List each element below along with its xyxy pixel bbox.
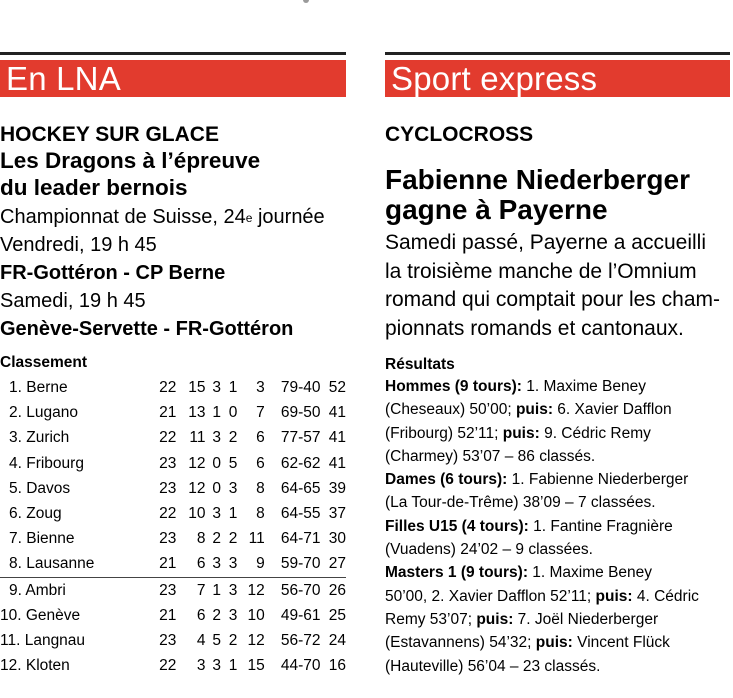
standings-row xyxy=(0,451,346,476)
results-list xyxy=(385,375,730,678)
standings-cell-otl: 7 xyxy=(256,404,265,422)
result-text: 1. Maxime Beney xyxy=(527,564,653,582)
standings-cell-pts: 37 xyxy=(328,505,346,523)
result-text: (Charmey) 53’07 – 86 classés. xyxy=(385,447,596,465)
standings-cell-gp: 22 xyxy=(159,429,177,447)
standings-cell-w: 12 xyxy=(188,454,206,472)
standings-cell-otl: 12 xyxy=(247,631,265,649)
result-label: Hommes (9 tours): xyxy=(385,378,522,395)
result-line xyxy=(385,561,730,584)
result-label: Masters 1 (9 tours): xyxy=(385,564,528,582)
standings-row xyxy=(0,526,346,551)
standings-row xyxy=(0,577,346,603)
standings-row xyxy=(0,551,346,577)
standings-cell-gd: 62-62 xyxy=(280,454,321,472)
standings-table xyxy=(0,375,346,678)
standings-cell-t: 3 xyxy=(205,551,221,577)
left-top-rule xyxy=(0,52,346,55)
standings-cell-team: 4. Fribourg xyxy=(9,454,84,472)
standings-cell-otl: 12 xyxy=(247,581,265,599)
results-title: Résultats xyxy=(385,356,455,373)
standings-cell-gd: 44-70 xyxy=(280,657,321,675)
standings-cell-pts: 41 xyxy=(328,404,346,422)
left-section-banner: En LNA xyxy=(0,60,346,97)
result-line xyxy=(385,422,730,445)
result-label: puis: xyxy=(476,610,514,628)
result-label: puis: xyxy=(595,587,633,605)
result-line xyxy=(385,631,730,654)
standings-cell-gp: 22 xyxy=(159,379,177,397)
top-dot-mark xyxy=(303,0,309,3)
standings-cell-otl: 11 xyxy=(248,530,265,548)
standings-cell-w: 4 xyxy=(196,631,206,649)
standings-cell-t: 3 xyxy=(212,657,221,675)
result-text: (Vuadens) 24’02 – 9 classées. xyxy=(385,541,593,559)
standings-row xyxy=(0,375,346,400)
standings-cell-w: 10 xyxy=(188,505,206,523)
standings-cell-team: 2. Lugano xyxy=(9,404,78,422)
standings-cell-w: 3 xyxy=(196,657,206,675)
standings-cell-pts: 39 xyxy=(328,479,346,497)
result-label: puis: xyxy=(515,401,553,419)
standings-cell-gp: 22 xyxy=(159,505,177,523)
lead-line: Samedi passé, Payerne a accueilli xyxy=(385,231,707,254)
standings-cell-gd: 56-70 xyxy=(280,581,321,599)
standings-cell-team: 9. Ambri xyxy=(9,581,66,599)
standings-cell-otl: 6 xyxy=(256,454,265,472)
game-2-day: Samedi, 19 h 45 xyxy=(0,290,146,312)
standings-cell-t: 1 xyxy=(212,404,221,422)
right-section-banner: Sport express xyxy=(385,60,730,97)
standings-cell-gp: 23 xyxy=(159,530,177,548)
game-2-match: Genève-Servette - FR-Gottéron xyxy=(0,318,294,340)
standings-cell-w: 6 xyxy=(196,606,206,624)
standings-cell-t: 1 xyxy=(212,581,221,599)
result-text: 50’00, 2. Xavier Dafflon 52’11; xyxy=(385,587,596,605)
standings-cell-gd: 59-70 xyxy=(265,551,321,577)
standings-cell-pts: 52 xyxy=(328,379,346,397)
standings-cell-l: 3 xyxy=(221,551,237,577)
result-label: Filles U15 (4 tours): xyxy=(385,517,529,535)
standings-cell-gd: 69-50 xyxy=(280,404,321,422)
standings-cell-otl: 6 xyxy=(256,429,265,447)
standings-cell-pts: 41 xyxy=(328,429,346,447)
standings-cell-l: 2 xyxy=(228,631,238,649)
championship-sup: e xyxy=(245,211,253,225)
standings-cell-gp: 23 xyxy=(159,581,177,599)
standings-cell-pts: 30 xyxy=(328,530,346,548)
right-column xyxy=(385,52,730,678)
standings-cell-gd: 49-61 xyxy=(280,606,321,624)
championship-rest: journée xyxy=(252,206,325,228)
standings-cell-gp: 23 xyxy=(159,454,177,472)
championship-text: Championnat de Suisse, 24 xyxy=(0,206,246,228)
game-1-match: FR-Gottéron - CP Berne xyxy=(0,262,226,284)
standings-cell-pts: 26 xyxy=(328,581,346,599)
result-text: Vincent Flück xyxy=(572,634,670,652)
standings-cell-t: 3 xyxy=(212,429,221,447)
right-headline-line-2: gagne à Payerne xyxy=(385,194,608,225)
standings-cell-otl: 9 xyxy=(237,551,264,577)
standings-cell-pts: 24 xyxy=(328,631,346,649)
standings-cell-t: 3 xyxy=(212,379,221,397)
result-line xyxy=(385,398,730,421)
standings-cell-team: 11. Langnau xyxy=(0,631,86,649)
result-line xyxy=(385,538,730,561)
standings-cell-otl: 10 xyxy=(247,606,265,624)
result-text: (La Tour-de-Trême) 38’09 – 7 classées. xyxy=(385,494,656,512)
standings-cell-pts: 25 xyxy=(328,606,346,624)
standings-cell-t: 2 xyxy=(212,606,221,624)
result-line xyxy=(385,491,730,514)
result-text: (Cheseaux) 50’00; xyxy=(385,401,516,419)
standings-cell-w: 12 xyxy=(188,479,206,497)
standings-cell-t: 0 xyxy=(212,454,221,472)
result-label: puis: xyxy=(502,424,540,442)
standings-cell-w: 7 xyxy=(196,581,206,599)
left-column xyxy=(0,52,346,678)
standings-cell-l: 0 xyxy=(228,404,238,422)
standings-row xyxy=(0,628,346,653)
standings-cell-gd: 77-57 xyxy=(280,429,321,447)
result-line xyxy=(385,608,730,631)
standings-title: Classement xyxy=(0,354,88,371)
standings-cell-team: 10. Genève xyxy=(0,606,81,624)
standings-cell-gp: 22 xyxy=(159,657,177,675)
standings-cell-gp: 21 xyxy=(159,404,177,422)
standings-row xyxy=(0,400,346,425)
standings-cell-w: 15 xyxy=(188,379,206,397)
standings-row xyxy=(0,476,346,501)
standings-cell-gp: 21 xyxy=(159,606,177,624)
standings-cell-gp: 23 xyxy=(159,479,177,497)
result-line xyxy=(385,468,730,491)
standings-cell-t: 0 xyxy=(212,479,221,497)
result-line xyxy=(385,585,730,608)
standings-cell-team: 6. Zoug xyxy=(9,505,62,523)
standings-cell-l: 2 xyxy=(228,530,238,548)
standings-row xyxy=(0,425,346,450)
left-headline-line-1: Les Dragons à l’épreuve xyxy=(0,148,261,173)
result-text: (Hauteville) 56’04 – 23 classés. xyxy=(385,657,601,675)
standings-cell-l: 1 xyxy=(228,379,238,397)
standings-cell-l: 3 xyxy=(228,581,238,599)
result-line xyxy=(385,655,730,678)
lead-line: pionnats romands et cantonaux. xyxy=(385,316,684,340)
standings-cell-l: 2 xyxy=(228,429,238,447)
right-top-rule xyxy=(385,52,730,55)
standings-cell-otl: 8 xyxy=(256,505,265,523)
standings-cell-pts: 41 xyxy=(328,454,346,472)
result-line xyxy=(385,515,730,538)
championship-line xyxy=(0,203,346,231)
result-text: 9. Cédric Remy xyxy=(539,424,651,442)
standings-row xyxy=(0,501,346,526)
standings-cell-t: 5 xyxy=(212,631,221,649)
standings-cell-w: 11 xyxy=(189,429,206,447)
standings-cell-team: 8. Lausanne xyxy=(0,551,155,577)
standings-row xyxy=(0,603,346,628)
left-headline-line-2: du leader bernois xyxy=(0,175,188,200)
result-text: (Estavannens) 54’32; xyxy=(385,634,536,652)
standings-cell-w: 6 xyxy=(176,551,205,577)
result-label: puis: xyxy=(535,634,573,652)
lead-line: la troisième manche de l’Omnium xyxy=(385,259,697,283)
standings-cell-l: 1 xyxy=(228,657,238,675)
standings-cell-gd: 56-72 xyxy=(280,631,321,649)
result-label: Dames (6 tours): xyxy=(385,471,508,489)
result-text: 1. Fabienne Niederberger xyxy=(507,471,689,489)
result-text: 1. Maxime Beney xyxy=(521,378,646,395)
standings-cell-l: 3 xyxy=(228,479,238,497)
standings-cell-l: 1 xyxy=(228,505,238,523)
standings-cell-t: 2 xyxy=(212,530,221,548)
result-line xyxy=(385,445,730,468)
result-line xyxy=(385,375,730,398)
standings-cell-w: 8 xyxy=(196,530,206,548)
standings-cell-gd: 79-40 xyxy=(280,379,321,397)
standings-cell-gp: 21 xyxy=(155,551,177,577)
game-1-day: Vendredi, 19 h 45 xyxy=(0,234,157,256)
standings-cell-team: 3. Zurich xyxy=(9,429,70,447)
lead-line: romand qui comptait pour les cham- xyxy=(385,288,720,311)
left-kicker: HOCKEY SUR GLACE xyxy=(0,123,219,146)
standings-cell-pts: 16 xyxy=(328,657,346,675)
result-text: 4. Cédric xyxy=(632,587,699,605)
standings-cell-gp: 23 xyxy=(159,631,177,649)
standings-cell-pts: 27 xyxy=(321,551,346,577)
result-text: 7. Joël Niederberger xyxy=(513,610,659,628)
result-text: Remy 53’07; xyxy=(385,610,477,628)
standings-cell-otl: 8 xyxy=(256,479,265,497)
standings-cell-otl: 3 xyxy=(256,379,265,397)
result-text: (Fribourg) 52’11; xyxy=(385,424,503,442)
standings-cell-t: 3 xyxy=(212,505,221,523)
standings-cell-otl: 15 xyxy=(247,657,265,675)
standings-cell-team: 7. Bienne xyxy=(9,530,75,548)
standings-cell-gd: 64-71 xyxy=(280,530,321,548)
lead-paragraph xyxy=(385,229,730,343)
standings-cell-l: 3 xyxy=(228,606,238,624)
standings-cell-gd: 64-65 xyxy=(280,479,321,497)
result-text: 1. Fantine Fragnière xyxy=(528,517,673,535)
right-headline-line-1: Fabienne Niederberger xyxy=(385,164,690,195)
standings-cell-team: 1. Berne xyxy=(9,379,68,397)
standings-row xyxy=(0,653,346,678)
standings-cell-team: 12. Kloten xyxy=(0,657,70,675)
standings-cell-gd: 64-55 xyxy=(280,505,321,523)
standings-cell-team: 5. Davos xyxy=(9,479,71,497)
standings-cell-w: 13 xyxy=(188,404,206,422)
result-text: 6. Xavier Dafflon xyxy=(553,401,672,419)
right-kicker: CYCLOCROSS xyxy=(385,123,534,146)
standings-cell-l: 5 xyxy=(228,454,238,472)
